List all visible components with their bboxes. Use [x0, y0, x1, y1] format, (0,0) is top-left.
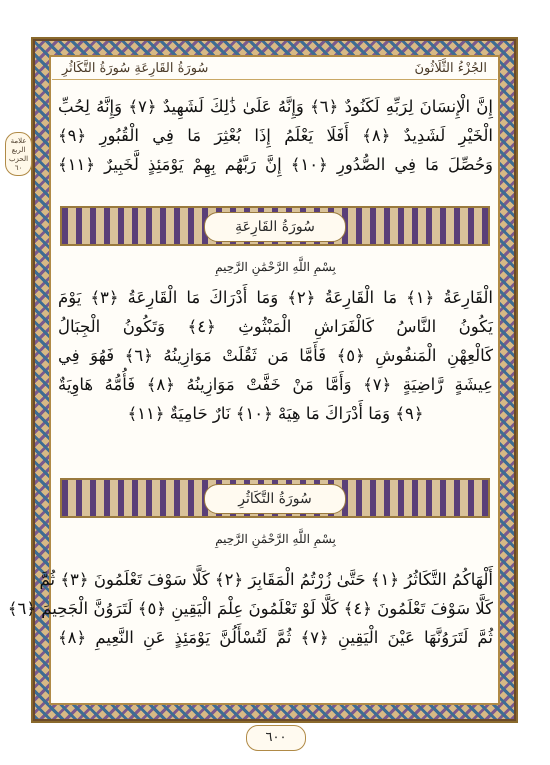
- verse-line: أَلْهَاكُمُ التَّكَاثُرُ ﴿١﴾ حَتَّىٰ زُرْتُمُ الْمَقَابِرَ ﴿٢﴾ كَلَّا سَوْفَ تَعْلَمُونَ ﴿٣﴾ ثُمَّ: [39, 570, 493, 589]
- juz-label: الجُزْءُ الثَّلَاثُونَ: [414, 61, 487, 76]
- surah-banner-qariah: [60, 206, 490, 246]
- surah-title: سُورَةُ التَّكَاثُرِ: [204, 484, 346, 514]
- surah-names-label: سُورَةُ القَارِعَةِ سُورَةُ التَّكَاثُرِ: [62, 61, 209, 76]
- basmala: بِسْمِ اللَّهِ الرَّحْمَٰنِ الرَّحِيمِ: [215, 532, 336, 546]
- verse-line: الْخَيْرِ لَشَدِيدٌ ﴿٨﴾ أَفَلَا يَعْلَمُ إِذَا بُعْثِرَ مَا فِي الْقُبُورِ ﴿٩﴾: [58, 126, 493, 145]
- verse-line: كَلَّا سَوْفَ تَعْلَمُونَ ﴿٤﴾ كَلَّا لَوْ تَعْلَمُونَ عِلْمَ الْيَقِينِ ﴿٥﴾ لَتَرَوُنَّ الْجَحِيمَ ﴿٦﴾: [7, 599, 493, 618]
- page-number: ٦٠٠: [246, 725, 306, 751]
- verse-line: ثُمَّ لَتَرَوُنَّهَا عَيْنَ الْيَقِينِ ﴿٧﴾ ثُمَّ لَتُسْأَلُنَّ يَوْمَئِذٍ عَنِ النَّعِيمِ ﴿٨﴾: [58, 628, 493, 647]
- surah-takathur-text: [7, 565, 493, 652]
- page-header: [52, 58, 497, 80]
- verse-line: عِيشَةٍ رَّاضِيَةٍ ﴿٧﴾ وَأَمَّا مَنْ خَفَّتْ مَوَازِينُهُ ﴿٨﴾ فَأُمُّهُ هَاوِيَةٌ: [58, 375, 493, 394]
- verse-line: كَالْعِهْنِ الْمَنفُوشِ ﴿٥﴾ فَأَمَّا مَن ثَقُلَتْ مَوَازِينُهُ ﴿٦﴾ فَهُوَ فِي: [58, 346, 493, 365]
- surah-title: سُورَةُ القَارِعَةِ: [204, 212, 346, 242]
- surah-qariah-text: [58, 283, 493, 428]
- verse-line: وَحُصِّلَ مَا فِي الصُّدُورِ ﴿١٠﴾ إِنَّ رَبَّهُم بِهِمْ يَوْمَئِذٍ لَّخَبِيرٌ ﴿١١﴾: [58, 155, 493, 174]
- basmala: بِسْمِ اللَّهِ الرَّحْمَٰنِ الرَّحِيمِ: [215, 260, 336, 274]
- verse-line: الْقَارِعَةُ ﴿١﴾ مَا الْقَارِعَةُ ﴿٢﴾ وَمَا أَدْرَاكَ مَا الْقَارِعَةُ ﴿٣﴾ يَوْمَ: [58, 288, 493, 307]
- surah-banner-takathur: [60, 478, 490, 518]
- verse-line: ﴿٩﴾ وَمَا أَدْرَاكَ مَا هِيَهْ ﴿١٠﴾ نَارٌ حَامِيَةٌ ﴿١١﴾: [127, 404, 424, 423]
- verse-line: إِنَّ الْإِنسَانَ لِرَبِّهِ لَكَنُودٌ ﴿٦﴾ وَإِنَّهُ عَلَىٰ ذَٰلِكَ لَشَهِيدٌ ﴿٧﴾ وَإِنَّهُ لِحُبِّ: [58, 97, 494, 116]
- verse-line: يَكُونُ النَّاسُ كَالْفَرَاشِ الْمَبْثُوثِ ﴿٤﴾ وَتَكُونُ الْجِبَالُ: [58, 317, 493, 336]
- section-adiyat-end: [58, 92, 493, 179]
- hizb-marker: علامة الربع الحزب ٦٠: [5, 132, 32, 176]
